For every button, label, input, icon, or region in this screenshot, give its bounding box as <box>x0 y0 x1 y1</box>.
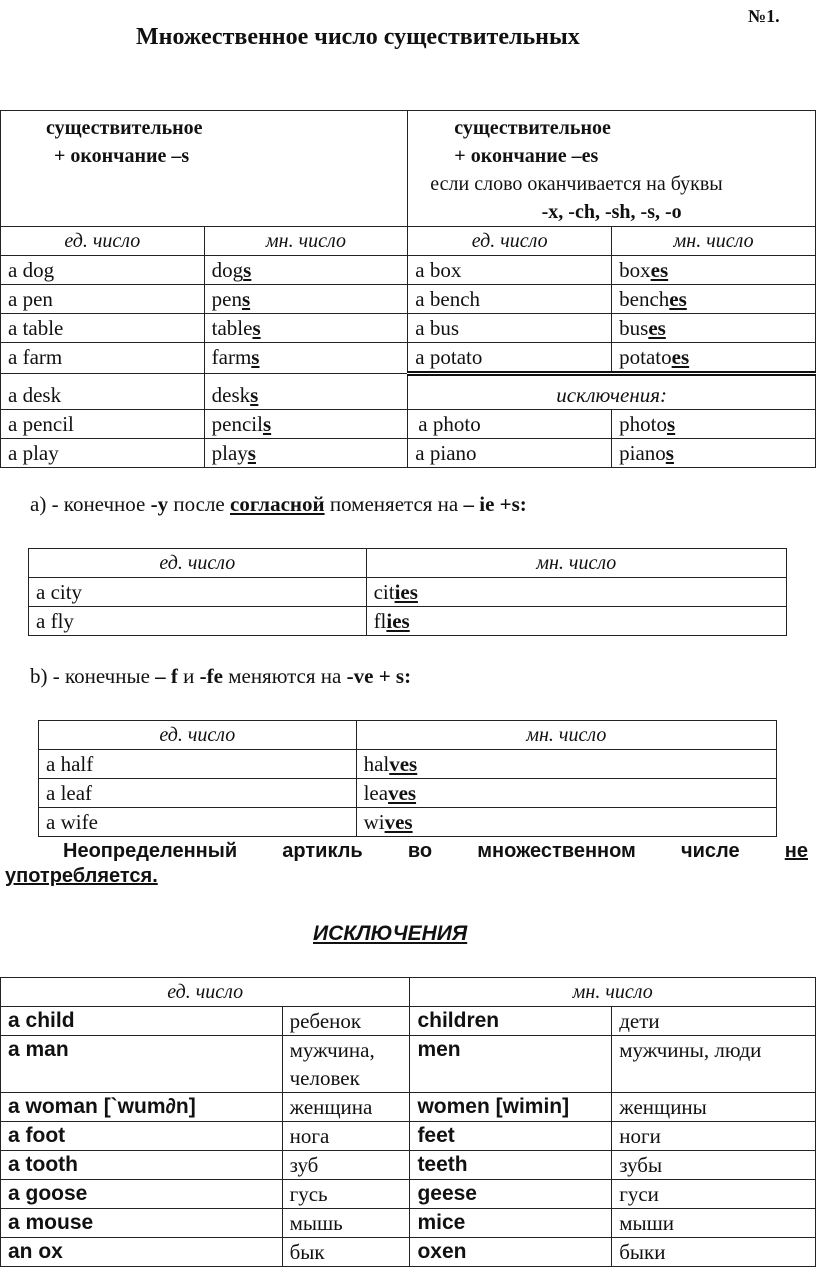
rule-es-line1: существительное <box>454 117 611 139</box>
col-header: ед. число <box>408 227 612 256</box>
plural-cell: men <box>410 1036 612 1093</box>
singular-cell: a desk <box>1 374 205 410</box>
col-header: мн. число <box>612 227 816 256</box>
plural-cell: pencils <box>204 410 408 439</box>
table-row <box>1 285 816 314</box>
plural-cell: leaves <box>356 779 776 808</box>
table-row <box>39 779 777 808</box>
col-header: ед. число <box>39 721 357 750</box>
singular-cell: a potato <box>408 343 612 374</box>
translation-cell: дети <box>612 1007 816 1036</box>
plural-cell: geese <box>410 1180 612 1209</box>
rule-es-header <box>408 111 816 227</box>
translation-cell: мыши <box>612 1209 816 1238</box>
col-header: ед. число <box>1 227 205 256</box>
singular-cell: a dog <box>1 256 205 285</box>
plural-cell: desks <box>204 374 408 410</box>
plural-cell: pianos <box>612 439 816 468</box>
plural-cell: photos <box>612 410 816 439</box>
translation-cell: нога <box>282 1122 410 1151</box>
singular-cell: a bus <box>408 314 612 343</box>
table-b <box>38 720 777 837</box>
plural-cell: boxes <box>612 256 816 285</box>
translation-cell: ребенок <box>282 1007 410 1036</box>
col-header: мн. число <box>366 549 786 578</box>
table-row <box>1 1180 816 1209</box>
exceptions-table <box>0 977 816 1267</box>
col-header: ед. число <box>1 978 410 1007</box>
plural-cell: feet <box>410 1122 612 1151</box>
plural-cell: flies <box>366 607 786 636</box>
singular-cell: a pen <box>1 285 205 314</box>
translation-cell: гусь <box>282 1180 410 1209</box>
table-row <box>1 1122 816 1151</box>
singular-cell: an ox <box>1 1238 283 1267</box>
rule-b-text: b) - конечные – f и -fe меняются на -ve + s: <box>30 664 412 688</box>
table-row <box>29 607 787 636</box>
col-header: ед. число <box>29 549 367 578</box>
singular-cell: a fly <box>29 607 367 636</box>
singular-cell: a box <box>408 256 612 285</box>
plural-cell: plays <box>204 439 408 468</box>
rule-s-line2: + окончание –s <box>54 145 190 167</box>
translation-cell: женщина <box>282 1093 410 1122</box>
singular-cell: a mouse <box>1 1209 283 1238</box>
table-row <box>1 1151 816 1180</box>
col-header: мн. число <box>410 978 816 1007</box>
singular-cell: a woman [`wum∂n] <box>1 1093 283 1122</box>
plural-cell: benches <box>612 285 816 314</box>
page-title: Множественное число существительных <box>136 24 580 50</box>
table-row <box>39 750 777 779</box>
plural-cell: women [wimin] <box>410 1093 612 1122</box>
singular-cell: a table <box>1 314 205 343</box>
plural-cell: potatoes <box>612 343 816 374</box>
plural-cell: wives <box>356 808 776 837</box>
translation-cell: гуси <box>612 1180 816 1209</box>
table-row <box>1 314 816 343</box>
plural-cell: dogs <box>204 256 408 285</box>
translation-cell: женщины <box>612 1093 816 1122</box>
singular-cell: a wife <box>39 808 357 837</box>
rule-es-line3: если слово оканчивается на буквы <box>430 173 723 195</box>
page-number: №1. <box>748 6 780 26</box>
translation-cell: мужчина, человек <box>282 1036 410 1093</box>
table-row <box>1 1238 816 1267</box>
table-row <box>39 808 777 837</box>
rule-es-line4: -x, -ch, -sh, -s, -o <box>541 201 682 223</box>
table-row <box>1 1036 816 1093</box>
singular-cell: a photo <box>408 410 612 439</box>
singular-cell: a play <box>1 439 205 468</box>
table-row <box>1 1007 816 1036</box>
plural-cell: mice <box>410 1209 612 1238</box>
table-row <box>1 410 816 439</box>
translation-cell: мышь <box>282 1209 410 1238</box>
singular-cell: a man <box>1 1036 283 1093</box>
translation-cell: зубы <box>612 1151 816 1180</box>
col-header: мн. число <box>356 721 776 750</box>
exceptions-label: исключения: <box>408 374 816 410</box>
singular-cell: a pencil <box>1 410 205 439</box>
singular-cell: a bench <box>408 285 612 314</box>
plural-cell: halves <box>356 750 776 779</box>
table-row <box>1 256 816 285</box>
rule-s-header <box>1 111 408 227</box>
translation-cell: зуб <box>282 1151 410 1180</box>
table-row <box>29 578 787 607</box>
exceptions-title: ИСКЛЮЧЕНИЯ <box>313 922 468 945</box>
plural-cell: oxen <box>410 1238 612 1267</box>
table-row <box>1 439 816 468</box>
translation-cell: мужчины, люди <box>612 1036 816 1093</box>
singular-cell: a child <box>1 1007 283 1036</box>
table-row <box>1 374 816 410</box>
singular-cell: a leaf <box>39 779 357 808</box>
plural-cell: tables <box>204 314 408 343</box>
singular-cell: a foot <box>1 1122 283 1151</box>
translation-cell: быки <box>612 1238 816 1267</box>
rule-a-text: а) - конечное -y после согласной поменяется на – ie +s: <box>30 492 527 516</box>
col-header: мн. число <box>204 227 408 256</box>
table-a <box>28 548 787 636</box>
plural-cell: buses <box>612 314 816 343</box>
singular-cell: a piano <box>408 439 612 468</box>
plural-cell: pens <box>204 285 408 314</box>
plural-cell: children <box>410 1007 612 1036</box>
singular-cell: a farm <box>1 343 205 374</box>
rule-table <box>0 110 816 468</box>
article-note: Неопределенный артикль во множественном числе не употребляется. <box>5 840 808 887</box>
translation-cell: бык <box>282 1238 410 1267</box>
rule-s-line1: существительное <box>46 117 203 139</box>
plural-cell: farms <box>204 343 408 374</box>
translation-cell: ноги <box>612 1122 816 1151</box>
plural-cell: teeth <box>410 1151 612 1180</box>
rule-es-line2: + окончание –es <box>454 145 599 167</box>
singular-cell: a city <box>29 578 367 607</box>
singular-cell: a goose <box>1 1180 283 1209</box>
singular-cell: a half <box>39 750 357 779</box>
singular-cell: a tooth <box>1 1151 283 1180</box>
plural-cell: cities <box>366 578 786 607</box>
table-row <box>1 1209 816 1238</box>
table-row <box>1 343 816 374</box>
table-row <box>1 1093 816 1122</box>
